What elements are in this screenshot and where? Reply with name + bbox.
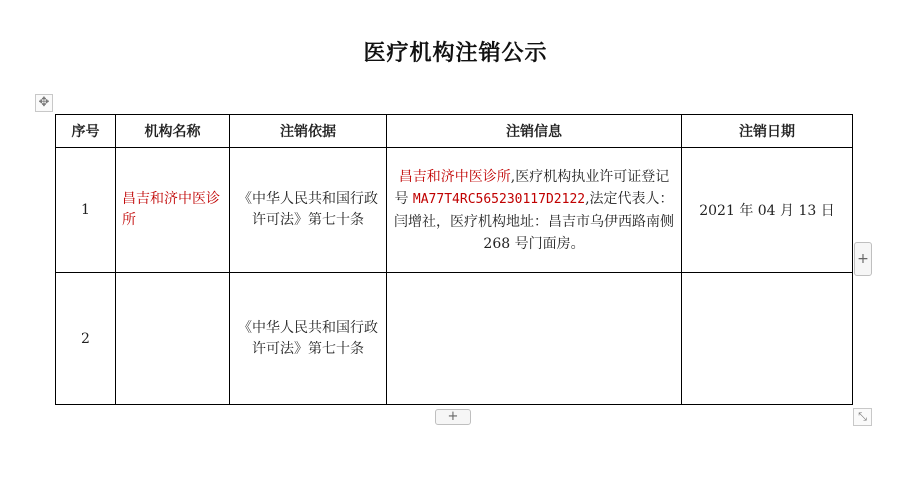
cell-cancellation-date[interactable] xyxy=(682,273,853,405)
cell-cancellation-basis[interactable]: 《中华人民共和国行政许可法》第七十条 xyxy=(230,148,387,273)
cell-cancellation-date[interactable]: 2021 年 04 月 13 日 xyxy=(682,148,853,273)
cell-number[interactable]: 2 xyxy=(56,273,116,405)
cell-number[interactable]: 1 xyxy=(56,148,116,273)
header-cancellation-info: 注销信息 xyxy=(387,115,682,148)
notice-table xyxy=(55,114,853,405)
info-text-license: ,医疗机构执业许可证登记号 xyxy=(394,168,670,207)
table-resize-handle-icon[interactable]: ⤡ xyxy=(853,408,872,426)
cell-institution-name[interactable] xyxy=(116,273,230,405)
table-row xyxy=(56,273,853,405)
add-row-button[interactable]: + xyxy=(435,409,471,425)
cell-cancellation-basis[interactable]: 《中华人民共和国行政许可法》第七十条 xyxy=(230,273,387,405)
cell-cancellation-info[interactable] xyxy=(387,148,682,273)
info-institution-name: 昌吉和济中医诊所 xyxy=(398,168,511,185)
cell-cancellation-info[interactable] xyxy=(387,273,682,405)
cell-institution-name[interactable]: 昌吉和济中医诊所 xyxy=(116,148,230,273)
table-move-handle-icon[interactable]: ✥ xyxy=(35,94,53,112)
header-cancellation-date: 注销日期 xyxy=(682,115,853,148)
add-column-button[interactable]: + xyxy=(854,242,872,276)
header-cancellation-basis: 注销依据 xyxy=(230,115,387,148)
page-title: 医疗机构注销公示 xyxy=(363,41,548,66)
info-text-representative-address: ,法定代表人：闫增社，医疗机构地址：昌吉市乌伊西路南侧 268 号门面房。 xyxy=(394,190,674,252)
header-number: 序号 xyxy=(56,115,116,148)
table-row xyxy=(56,148,853,273)
header-institution-name: 机构名称 xyxy=(116,115,230,148)
info-registration-number: MA77T4RC565230117D2122 xyxy=(412,191,586,207)
table-header-row xyxy=(56,115,853,148)
